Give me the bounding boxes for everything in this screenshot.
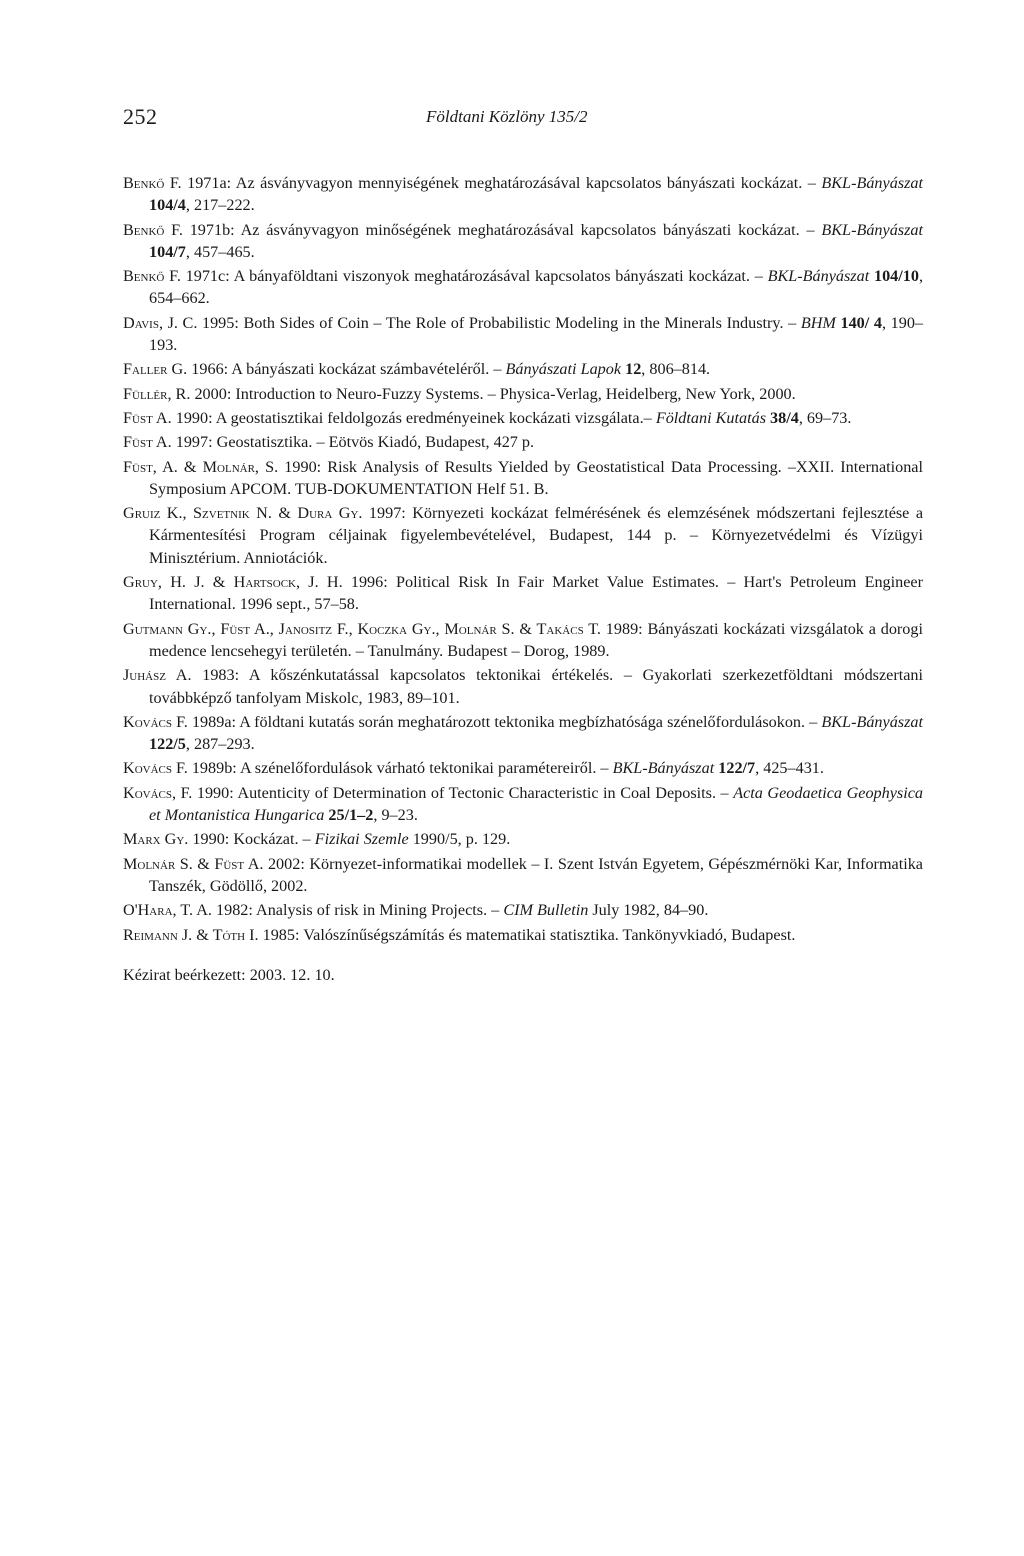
reference-entry: [123, 711, 923, 756]
reference-source: BHM: [800, 313, 836, 332]
reference-source: BKL-Bányászat: [821, 712, 923, 731]
reference-entry: [123, 312, 923, 357]
reference-source: BKL-Bányászat: [821, 174, 923, 192]
reference-author: Benkő F.: [123, 220, 183, 239]
reference-text: 1985: Valószínűségszámítás és matematikai statisztika. Tankönyvkiadó, Budapest.: [258, 925, 796, 944]
reference-entry: [123, 853, 923, 898]
reference-entry: [123, 383, 923, 405]
reference-author: Füst A.: [123, 408, 172, 427]
reference-author: Gutmann Gy., Füst A., Janositz F., Koczka Gy., Molnár S. & Takács T.: [123, 619, 601, 638]
journal-title: Földtani Közlöny 135/2: [426, 107, 588, 126]
reference-source: Bányászati Lapok: [505, 360, 622, 379]
reference-volume: 140/ 4: [835, 313, 882, 332]
reference-author: O'Hara, T. A.: [123, 901, 212, 920]
reference-author: Füst A.: [123, 433, 172, 452]
reference-text: 1990: Kockázat. –: [188, 830, 315, 849]
reference-entry: [123, 782, 923, 827]
reference-volume: 104/7: [149, 242, 186, 261]
reference-author: Davis, J. C.: [123, 313, 198, 332]
reference-text: 1989b: A szénelőfordulások várható tektonikai paramétereiről. –: [187, 759, 613, 778]
reference-text: 1983: A kőszénkutatással kapcsolatos tektonikai értékelés. – Gyakorlati szerkezetföldtani módszertani továbbképző tanfolyam Miskolc, 1983, 89–101.: [149, 666, 923, 707]
reference-text: 1982: Analysis of risk in Mining Projects. –: [211, 901, 504, 920]
reference-text: 1966: A bányászati kockázat számbavételéről. –: [187, 360, 506, 379]
reference-list: [123, 172, 923, 1002]
reference-entry: [123, 407, 923, 429]
reference-entry: [123, 456, 923, 501]
reference-source: Acta Geodaetica Geophysica et Montanistica Hungarica: [149, 783, 923, 825]
reference-source: CIM Bulletin: [503, 901, 589, 920]
reference-author: Kovács F.: [123, 712, 188, 731]
reference-author: Benkő F.: [123, 174, 182, 192]
page-number: 252: [123, 104, 158, 129]
reference-text: 1989a: A földtani kutatás során meghatározott tektonika megbízhatósága szénelőfordulásokon. –: [187, 712, 822, 731]
reference-pages: , 457–465.: [185, 242, 255, 261]
reference-entry: [123, 265, 923, 310]
reference-author: Füllér, R.: [123, 384, 191, 403]
page-header: [123, 104, 923, 134]
reference-source: BKL-Bányászat: [767, 267, 870, 286]
reference-author: Reimann J. & Tóth I.: [123, 925, 259, 944]
reference-pages: , 190–193.: [149, 313, 924, 355]
reference-entry: [123, 172, 923, 217]
received-date: Kézirat beérkezett: 2003. 12. 10.: [123, 965, 335, 984]
reference-pages: , 9–23.: [373, 806, 418, 825]
reference-pages: , 69–73.: [798, 408, 852, 427]
reference-author: Benkő F.: [123, 267, 181, 286]
reference-volume: 122/5: [149, 735, 186, 754]
reference-text: 2002: Környezet-informatikai modellek – I. Szent István Egyetem, Gépészmérnöki Kar, Informatika Tanszék, Gödöllő, 2002.: [149, 854, 923, 895]
reference-author: Faller G.: [123, 360, 188, 379]
reference-volume: 122/7: [714, 759, 756, 778]
reference-text: 1996: Political Risk In Fair Market Value Estimates. – Hart's Petroleum Engineer International. 1996 sept., 57–58.: [149, 573, 923, 614]
reference-volume: 12: [621, 360, 642, 379]
reference-author: Gruy, H. J. & Hartsock, J. H.: [123, 573, 343, 592]
reference-author: Marx Gy.: [123, 830, 189, 849]
reference-text: 1971a: Az ásványvagyon mennyiségének meghatározásával kapcsolatos bányászati kockázat. –: [181, 174, 822, 192]
reference-volume: 104/4: [149, 196, 186, 215]
reference-text: 1990: Autenticity of Determination of Tectonic Characteristic in Coal Deposits. –: [192, 783, 734, 802]
reference-text: 2000: Introduction to Neuro-Fuzzy Systems. – Physica-Verlag, Heidelberg, New York, 2000.: [190, 384, 796, 403]
reference-pages: , 806–814.: [641, 360, 711, 379]
reference-entry: [123, 358, 923, 380]
reference-entry: [123, 899, 923, 921]
reference-text: 1971c: A bányaföldtani viszonyok meghatározásával kapcsolatos bányászati kockázat. –: [180, 267, 768, 286]
reference-entry: [123, 757, 923, 779]
reference-volume: 104/10: [869, 267, 919, 286]
reference-pages: , 217–222.: [185, 196, 255, 215]
reference-source: Földtani Kutatás: [655, 408, 766, 427]
reference-text: 1997: Környezeti kockázat felmérésének és elemzésének módszertani fejlesztése a Kármentesítési Program céljainak figyelembevételével, Budapest, 144 p. – Környezetvédelmi és Vízügyi Minisztérium. Anniotációk.: [149, 504, 924, 567]
reference-entry: [123, 924, 923, 946]
reference-author: Füst, A. & Molnár, S.: [123, 457, 279, 476]
reference-author: Juhász A.: [123, 666, 192, 685]
reference-volume: 38/4: [766, 408, 799, 427]
reference-text: 1997: Geostatisztika. – Eötvös Kiadó, Budapest, 427 p.: [171, 433, 535, 452]
reference-text: 1990: A geostatisztikai feldolgozás eredményeinek kockázati vizsgálata.–: [171, 408, 656, 427]
reference-author: Kovács F.: [123, 759, 188, 778]
reference-author: Gruiz K., Szvetnik N. & Dura Gy.: [123, 504, 363, 523]
reference-volume: 25/1–2: [324, 806, 374, 825]
reference-pages: 1990/5, p. 129.: [408, 830, 511, 849]
reference-text: 1990: Risk Analysis of Results Yielded by Geostatistical Data Processing. –XXII. International Symposium APCOM. TUB-DOKUMENTATION Helf 51. B.: [149, 457, 923, 498]
reference-author: Kovács, F.: [123, 783, 193, 802]
reference-entry: [123, 618, 923, 663]
reference-entry: [123, 571, 923, 616]
reference-pages: , 287–293.: [185, 735, 255, 754]
reference-entry: [123, 664, 923, 709]
reference-pages: , 654–662.: [149, 267, 923, 308]
reference-entry: [123, 828, 923, 850]
reference-pages: , 425–431.: [755, 759, 824, 778]
reference-source: BKL-Bányászat: [612, 759, 715, 778]
reference-source: BKL-Bányászat: [821, 220, 923, 239]
reference-entry: [123, 219, 923, 264]
reference-text: 1989: Bányászati kockázati vizsgálatok a dorogi medence lencsehegyi területén. – Tanulmány. Budapest – Dorog, 1989.: [149, 619, 923, 660]
reference-source: Fizikai Szemle: [314, 830, 409, 849]
reference-entry: [123, 502, 923, 569]
reference-text: 1995: Both Sides of Coin – The Role of Probabilistic Modeling in the Minerals Industry. –: [197, 313, 801, 332]
reference-author: Molnár S. & Füst A.: [123, 854, 264, 873]
reference-pages: July 1982, 84–90.: [588, 901, 709, 920]
reference-entry: [123, 431, 923, 453]
reference-text: 1971b: Az ásványvagyon minőségének meghatározásával kapcsolatos bányászati kockázat. –: [182, 220, 822, 239]
